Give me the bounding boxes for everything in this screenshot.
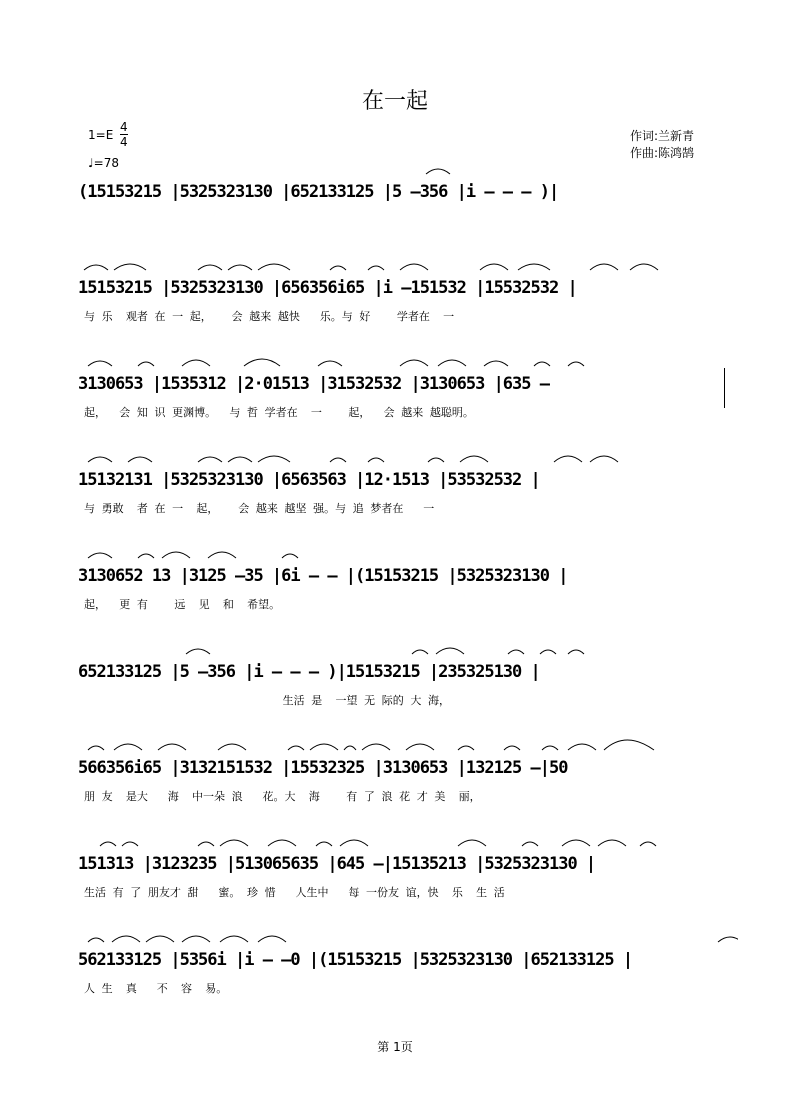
- lyrics: 与 乐 观者 在 一 起， 会 越来 越快 乐。与 好 学者在 一: [84, 310, 455, 323]
- lyricist: 作词:兰新青: [630, 129, 695, 143]
- lyrics: 朋 友 是大 海 中一朵 浪 花。大 海 有 了 浪 花 才 美 丽，: [84, 790, 481, 803]
- page-title: 在一起: [361, 89, 428, 114]
- quarter-note-icon: ♩: [88, 156, 94, 170]
- score-line-2: [78, 278, 738, 338]
- slur-marks: [78, 632, 738, 656]
- score-line-7: [78, 758, 738, 818]
- lyrics: 生活 是 一望 无 际的 大 海，: [84, 694, 451, 707]
- slur-marks: [78, 440, 738, 464]
- notes: 3130652 13 |3125 –35 |6i – – |(15153215 |5325323130 |: [78, 566, 568, 586]
- slur-marks: [78, 920, 738, 944]
- lyrics: 起， 会 知 识 更渊博。 与 哲 学者在 一 起， 会 越来 越聪明。: [84, 406, 474, 419]
- lyrics: 生活 有 了 朋友才 甜 蜜。 珍 惜 人生中 每 一份友 谊，快 乐 生 活: [84, 886, 505, 899]
- notes: (15153215 |5325323130 |652133125 |5 –356 |i – – – )|: [78, 182, 559, 202]
- score-line-9: [78, 950, 738, 1010]
- score-line-3: [78, 374, 738, 434]
- notes: 562133125 |5356i |i – –0 |(15153215 |5325323130 |652133125 |: [78, 950, 633, 970]
- slur-marks: [78, 248, 738, 272]
- score-line-8: [78, 854, 738, 914]
- slur-marks: [78, 536, 738, 560]
- key-signature: 1=E: [88, 128, 114, 142]
- composer: 作曲:陈鸿鹄: [630, 146, 695, 160]
- lyrics: 与 勇敢 者 在 一 起， 会 越来 越坚 强。与 追 梦者在 一: [84, 502, 435, 515]
- slur-marks: [78, 344, 738, 368]
- score-line-6: [78, 662, 738, 722]
- bar-line: [724, 368, 725, 408]
- notes: 3130653 |1535312 |2·01513 |31532532 |3130653 |635 –: [78, 374, 549, 394]
- notes: 15153215 |5325323130 |656356i65 |i –151532 |15532532 |: [78, 278, 577, 298]
- time-signature: [120, 120, 128, 149]
- time-signature-bottom: 4: [120, 135, 128, 149]
- score-line-4: [78, 470, 738, 530]
- slur-marks: [78, 728, 738, 752]
- score-line-1: [78, 182, 738, 242]
- slur-marks: [78, 824, 738, 848]
- slur-marks: [78, 152, 738, 176]
- time-signature-top: 4: [120, 120, 128, 134]
- tempo-value: =78: [93, 156, 119, 170]
- notes: 15132131 |5325323130 |6563563 |12·1513 |53532532 |: [78, 470, 540, 490]
- notes: 566356i65 |3132151532 |15532325 |3130653 |132125 –|50: [78, 758, 568, 778]
- notes: 652133125 |5 –356 |i – – – )|15153215 |235325130 |: [78, 662, 540, 682]
- notes: 151313 |3123235 |513065635 |645 –|15135213 |5325323130 |: [78, 854, 596, 874]
- score-line-5: [78, 566, 738, 626]
- lyrics: 人 生 真 不 容 易。: [84, 982, 228, 995]
- page-number: 第 1页: [377, 1040, 413, 1054]
- lyrics: 起， 更 有 远 见 和 希望。: [84, 598, 281, 611]
